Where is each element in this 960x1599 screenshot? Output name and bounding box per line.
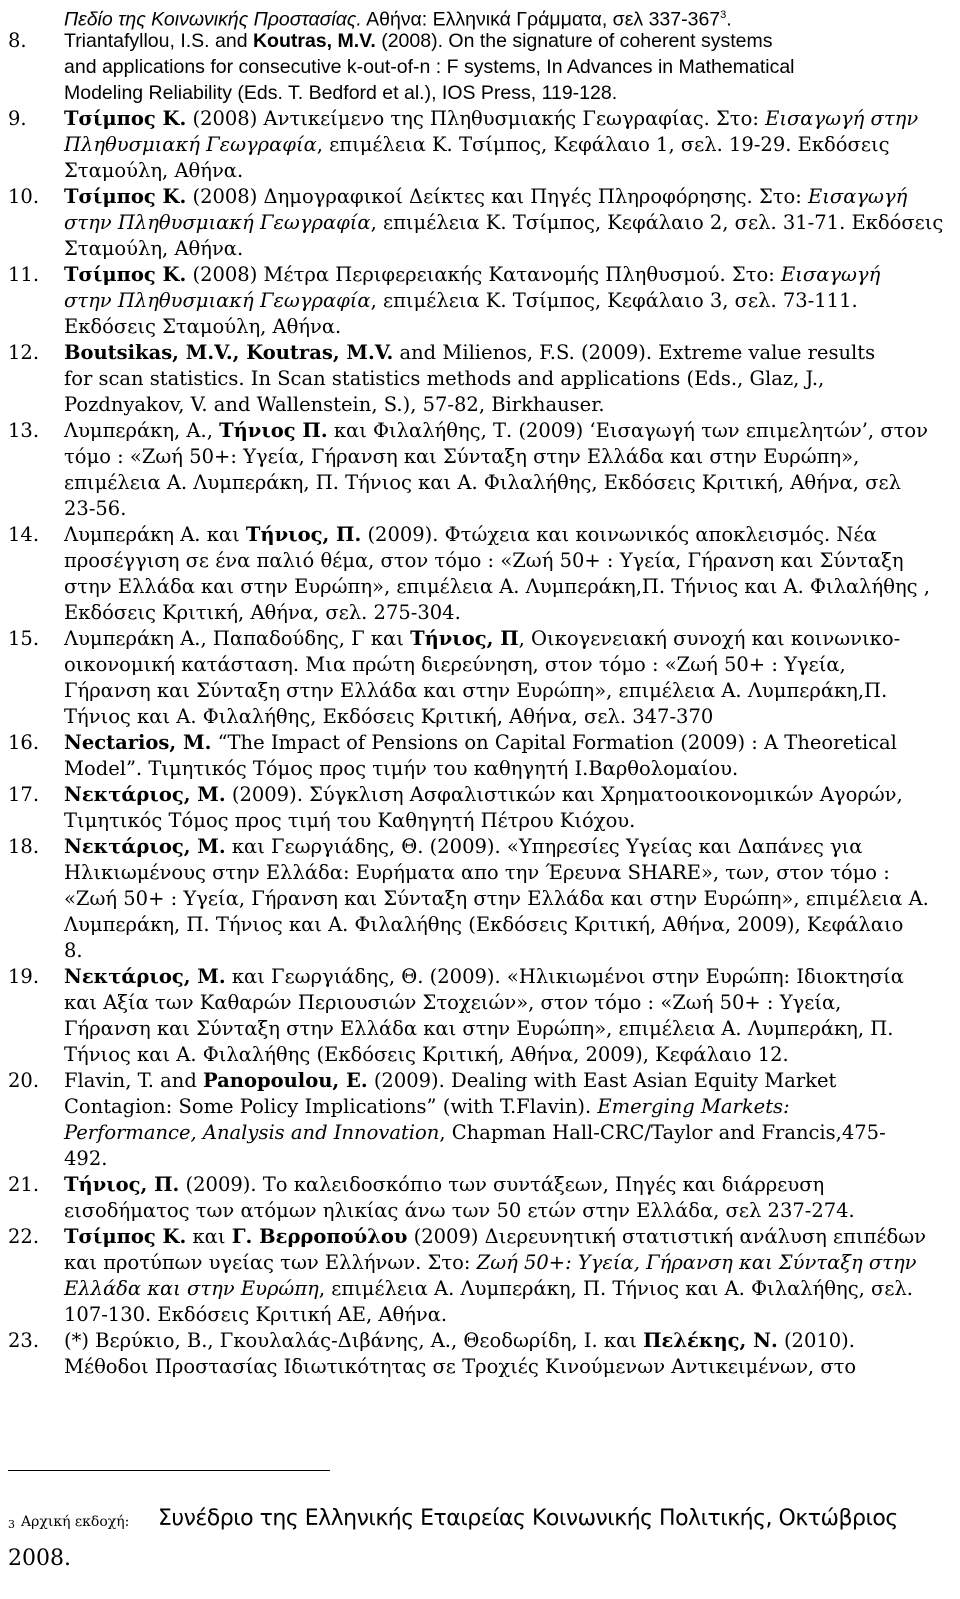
text-run: (2009) Διερευνητική στατιστική ανάλυση επιπέδων: [407, 1225, 927, 1248]
text-run: , Οικογενειακή συνοχή και κοινωνικο-: [518, 627, 901, 650]
text-run: Triantafyllou, I.S. and: [64, 30, 253, 52]
text-run: (2008) Δημογραφικοί Δείκτες και Πηγές Πληροφόρησης. Στο:: [186, 185, 809, 208]
reference-line: [64, 1068, 836, 1094]
text-run: Εισαγωγή: [808, 185, 908, 208]
text-run: Πληθυσμιακή Γεωγραφία: [64, 133, 317, 156]
reference-line: [64, 1198, 855, 1224]
reference-number: 20.: [8, 1069, 40, 1092]
footnote-continuation: 2008.: [8, 1546, 71, 1571]
reference-line: [64, 626, 900, 652]
text-run: Εκδόσεις Κριτική, Αθήνα, σελ. 275-304.: [64, 601, 461, 624]
text-run: Model”. Τιμητικός Τόμος προς τιμήν του καθηγητή Ι.Βαρθολομαίου.: [64, 757, 739, 780]
text-run: Τήνιος και Α. Φιλαλήθης, Εκδόσεις Κριτική, Αθήνα, σελ. 347-370: [64, 705, 714, 728]
text-run: 107-130. Εκδόσεις Κριτική ΑΕ, Αθήνα.: [64, 1303, 448, 1326]
reference-line: [64, 1120, 886, 1146]
reference-number: 17.: [8, 783, 40, 806]
reference-line: [64, 548, 904, 574]
text-run: (2009). Σύγκλιση Ασφαλιστικών και Χρηματοοικονομικών Αγορών,: [225, 783, 903, 806]
text-run: Τιμητικός Τόμος προς τιμή του Καθηγητή Πέτρου Κιόχου.: [64, 809, 636, 832]
text-run: Πελέκης, Ν.: [643, 1329, 778, 1352]
reference-line: [64, 1016, 893, 1042]
reference-line: [64, 444, 859, 470]
reference-number: 19.: [8, 965, 40, 988]
reference-number: 16.: [8, 731, 40, 754]
text-run: “The Impact of Pensions on Capital Formation (2009) : A Theoretical: [211, 731, 897, 754]
reference-number: 13.: [8, 419, 40, 442]
reference-line: [64, 938, 83, 964]
text-run: στην Ελλάδα και στην Ευρώπη», επιμέλεια Α. Λυμπεράκη,Π. Τήνιος και Α. Φιλαλήθης ,: [64, 575, 930, 598]
text-run: και: [186, 1225, 232, 1248]
text-run: Τήνιος, Π: [410, 627, 519, 650]
footnote: [8, 1504, 953, 1538]
text-run: (2009). Το καλειδοσκόπιο των συντάξεων, Πηγές και διάρρευση: [179, 1173, 825, 1196]
text-run: and Milienos, F.S. (2009). Extreme value results: [393, 341, 876, 364]
reference-line: [64, 756, 738, 782]
reference-number: 9.: [8, 107, 27, 130]
text-run: Τσίμπος Κ.: [64, 1225, 187, 1248]
text-run: , επιμέλεια Κ. Τσίμπος, Κεφάλαιο 2, σελ. 31-71. Εκδόσεις: [370, 211, 944, 234]
reference-line: [64, 366, 824, 392]
text-run: (2009). Dealing with East Asian Equity Market: [367, 1069, 837, 1092]
text-run: Ελλάδα και στην Ευρώπη: [64, 1277, 319, 1300]
text-run: Νεκτάριος, Μ.: [64, 965, 226, 988]
reference-line: [64, 184, 907, 210]
text-run: Emerging Markets:: [597, 1095, 790, 1118]
text-run: Τσίμπος Κ.: [64, 107, 187, 130]
reference-number: 21.: [8, 1173, 40, 1196]
text-run: Panopoulou, E.: [203, 1069, 368, 1092]
footnote-text: Συνέδριο της Ελληνικής Εταιρείας Κοινωνικής Πολιτικής, Οκτώβριος: [158, 1506, 898, 1531]
reference-line: [64, 54, 795, 80]
reference-line: [64, 600, 461, 626]
reference-line: [64, 860, 890, 886]
reference-number: 18.: [8, 835, 40, 858]
text-run: τόμο : «Ζωή 50+: Υγεία, Γήρανση και Σύνταξη στην Ελλάδα και στην Ευρώπη»,: [64, 445, 860, 468]
text-run: Modeling Reliability (Eds. T. Bedford et al.), IOS Press, 119-128.: [64, 82, 618, 104]
reference-line: [64, 262, 880, 288]
footnote-separator: [8, 1470, 330, 1471]
text-run: Τήνιος, Π.: [64, 1173, 180, 1196]
text-run: 8.: [64, 939, 83, 962]
text-run: Boutsikas, M.V., Koutras, M.V.: [64, 341, 394, 364]
text-run: Σταμούλη, Αθήνα.: [64, 159, 244, 182]
text-run: στην Πληθυσμιακή Γεωγραφία: [64, 289, 371, 312]
reference-line: [64, 106, 918, 132]
reference-line: [64, 1094, 790, 1120]
reference-line: [64, 392, 605, 418]
text-run: 492.: [64, 1147, 108, 1170]
reference-line: [64, 236, 243, 262]
reference-line: [64, 834, 862, 860]
reference-line: [64, 886, 929, 912]
text-run: και Γεωργιάδης, Θ. (2009). «Υπηρεσίες Υγείας και Δαπάνες για: [225, 835, 863, 858]
text-run: Τήνιος και Α. Φιλαλήθης (Εκδόσεις Κριτική, Αθήνα, 2009), Κεφάλαιο 12.: [64, 1043, 789, 1066]
text-run: , Chapman Hall-CRC/Taylor and Francis,475-: [439, 1121, 886, 1144]
text-run: (2009). Φτώχεια και κοινωνικός αποκλεισμός. Νέα: [361, 523, 877, 546]
reference-number: 12.: [8, 341, 40, 364]
text-run: Nectarios, M.: [64, 731, 212, 754]
text-run: (2008). On the signature of coherent systems: [375, 30, 773, 52]
reference-line: [64, 470, 901, 496]
text-run: προσέγγιση σε ένα παλιό θέμα, στον τόμο : «Ζωή 50+ : Υγεία, Γήρανση και Σύνταξη: [64, 549, 904, 572]
reference-line: [64, 340, 875, 366]
reference-line: [64, 522, 877, 548]
text-run: (2008) Μέτρα Περιφερειακής Κατανομής Πληθυσμού. Στο:: [186, 263, 782, 286]
reference-line: [64, 964, 904, 990]
reference-line: [64, 288, 858, 314]
text-run: Γήρανση και Σύνταξη στην Ελλάδα και στην Ευρώπη», επιμέλεια Α. Λυμπεράκη, Π.: [64, 1017, 894, 1040]
reference-line: [64, 808, 635, 834]
text-run: Contagion: Some Policy Implications” (with T.Flavin).: [64, 1095, 598, 1118]
reference-line: [64, 1354, 856, 1380]
text-run: , επιμέλεια Κ. Τσίμπος, Κεφάλαιο 3, σελ. 73-111.: [370, 289, 858, 312]
text-run: Αθήνα: Ελληνικά Γράμματα, σελ 337-367: [361, 8, 721, 31]
text-run: (*) Βερύκιο, Β., Γκουλαλάς-Διβάνης, Α., Θεοδωρίδη, Ι. και: [64, 1329, 644, 1352]
text-run: και Αξία των Καθαρών Περιουσιών Στοχειών», στον τόμο : «Ζωή 50+ : Υγεία,: [64, 991, 842, 1014]
text-run: στην Πληθυσμιακή Γεωγραφία: [64, 211, 371, 234]
text-run: .: [726, 8, 732, 31]
text-run: Μέθοδοι Προστασίας Ιδιωτικότητας σε Τροχιές Κινούμενων Αντικειμένων, στο: [64, 1355, 857, 1378]
reference-number: 10.: [8, 185, 40, 208]
reference-line: [64, 418, 928, 444]
reference-line: [64, 28, 772, 54]
text-run: Εισαγωγή στην: [765, 107, 919, 130]
reference-number: 8.: [8, 29, 27, 52]
reference-line: [64, 574, 930, 600]
reference-line: [64, 1250, 917, 1276]
text-run: και Γεωργιάδης, Θ. (2009). «Ηλικιωμένοι στην Ευρώπη: Ιδιοκτησία: [225, 965, 904, 988]
text-run: Τήνιος, Π.: [245, 523, 362, 546]
text-run: Ηλικιωμένους στην Ελλάδα: Ευρήματα απο την Έρευνα SHARE», των, στον τόμο :: [64, 861, 890, 884]
text-run: Λυμπεράκη Α. και: [64, 523, 246, 546]
text-run: Νεκτάριος, Μ.: [64, 783, 226, 806]
text-run: Pozdnyakov, V. and Wallenstein, S.), 57-82, Birkhauser.: [64, 393, 605, 416]
reference-line: [64, 496, 126, 522]
text-run: (2008) Αντικείμενο της Πληθυσμιακής Γεωγραφίας. Στο:: [186, 107, 766, 130]
reference-line: [64, 912, 903, 938]
reference-line: [64, 1146, 107, 1172]
reference-line: [64, 730, 897, 756]
text-run: Λυμπεράκη Α., Παπαδούδης, Γ και: [64, 627, 411, 650]
text-run: και προτύπων υγείας των Ελλήνων. Στο:: [64, 1251, 477, 1274]
text-run: 23-56.: [64, 497, 127, 520]
reference-number: 15.: [8, 627, 40, 650]
text-run: Γ. Βερροπούλου: [231, 1225, 408, 1248]
text-run: Εισαγωγή: [781, 263, 881, 286]
text-run: Ζωή 50+: Υγεία, Γήρανση και Σύνταξη στην: [476, 1251, 917, 1274]
text-run: Koutras, M.V.: [252, 30, 376, 52]
text-run: 3: [720, 9, 727, 21]
text-run: Γήρανση και Σύνταξη στην Ελλάδα και στην Ευρώπη», επιμέλεια Α. Λυμπεράκη,Π.: [64, 679, 888, 702]
text-run: οικονομική κατάσταση. Μια πρώτη διερεύνηση, στον τόμο : «Ζωή 50+ : Υγεία,: [64, 653, 846, 676]
reference-line: [64, 782, 903, 808]
text-run: and applications for consecutive k-out-of-n : F systems, In Advances in Mathematical: [64, 56, 795, 78]
text-run: «Ζωή 50+ : Υγεία, Γήρανση και Σύνταξη στην Ελλάδα και στην Ευρώπη», επιμέλεια Α.: [64, 887, 929, 910]
footnote-label: Αρχική εκδοχή:: [21, 1514, 130, 1530]
text-run: Νεκτάριος, Μ.: [64, 835, 226, 858]
text-run: Λυμπεράκη, Π. Τήνιος και Α. Φιλαλήθης (Εκδόσεις Κριτική, Αθήνα, 2009), Κεφάλαιο: [64, 913, 904, 936]
reference-number: 22.: [8, 1225, 40, 1248]
text-run: Πεδίο της Κοινωνικής Προστασίας.: [64, 8, 362, 31]
text-run: Τσίμπος Κ.: [64, 263, 187, 286]
reference-line: [64, 990, 841, 1016]
text-run: (2010).: [777, 1329, 855, 1352]
reference-line: [64, 1302, 447, 1328]
footnote-mark: 3: [8, 1518, 15, 1531]
text-run: Εκδόσεις Σταμούλη, Αθήνα.: [64, 315, 342, 338]
text-run: Τσίμπος Κ.: [64, 185, 187, 208]
text-run: , επιμέλεια Α. Λυμπεράκη, Π. Τήνιος και Α. Φιλαλήθης, σελ.: [318, 1277, 913, 1300]
reference-line: [64, 1328, 855, 1354]
reference-number: 14.: [8, 523, 40, 546]
reference-line: [64, 678, 887, 704]
text-run: Σταμούλη, Αθήνα.: [64, 237, 244, 260]
text-run: Flavin, T. and: [64, 1069, 204, 1092]
reference-line: [64, 1224, 926, 1250]
reference-line: [64, 1172, 824, 1198]
reference-line: [64, 158, 243, 184]
reference-line: [64, 652, 846, 678]
reference-number: 11.: [8, 263, 40, 286]
reference-number: 23.: [8, 1329, 40, 1352]
text-run: επιμέλεια Α. Λυμπεράκη, Π. Τήνιος και Α. Φιλαλήθης, Εκδόσεις Κριτική, Αθήνα, σελ: [64, 471, 901, 494]
text-run: , επιμέλεια Κ. Τσίμπος, Κεφάλαιο 1, σελ. 19-29. Εκδόσεις: [316, 133, 890, 156]
reference-line: [64, 132, 890, 158]
text-run: for scan statistics. In Scan statistics methods and applications (Eds., Glaz, J.,: [64, 367, 825, 390]
text-run: Performance, Analysis and Innovation: [64, 1121, 440, 1144]
text-run: Τήνιος Π.: [219, 419, 328, 442]
reference-line: [64, 314, 341, 340]
text-run: και Φιλαλήθης, Τ. (2009) ‘Εισαγωγή των επιμελητών’, στον: [327, 419, 929, 442]
reference-line: [64, 1276, 913, 1302]
text-run: εισοδήματος των ατόμων ηλικίας άνω των 50 ετών στην Ελλάδα, σελ 237-274.: [64, 1199, 855, 1222]
reference-line: [64, 704, 713, 730]
text-run: Λυμπεράκη, Α.,: [64, 419, 220, 442]
reference-line: [64, 1042, 789, 1068]
reference-line: [64, 80, 617, 106]
reference-line: [64, 210, 943, 236]
